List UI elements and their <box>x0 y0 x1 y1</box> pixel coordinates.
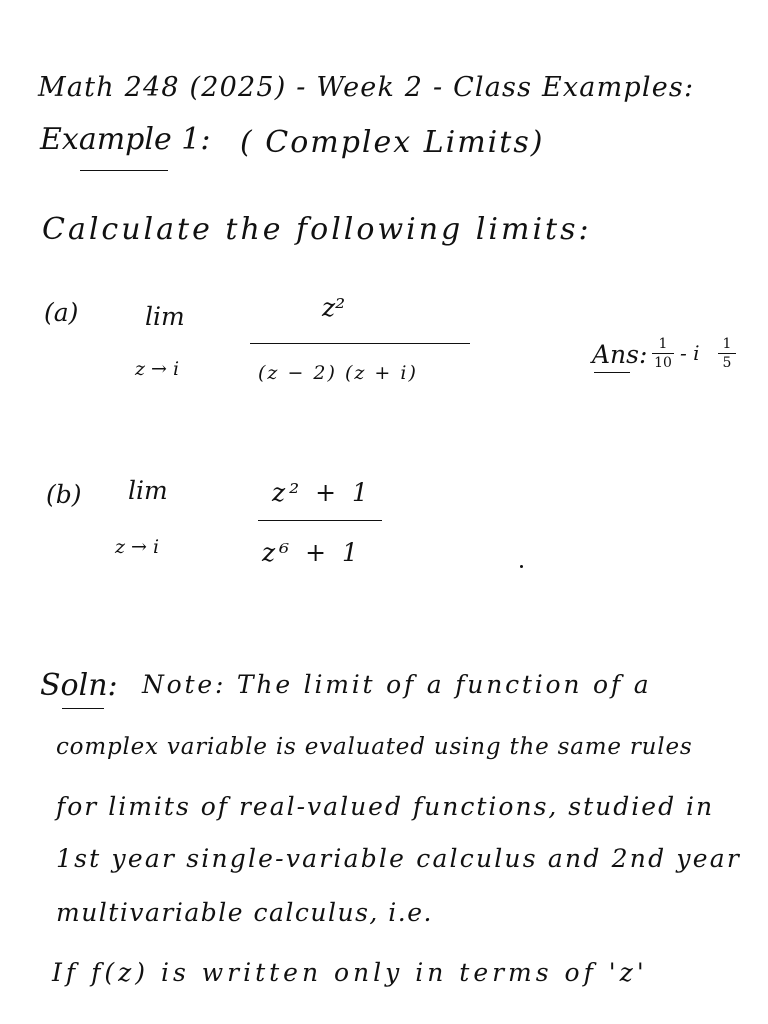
solution-line-3: for limits of real-valued functions, studied in <box>56 792 715 821</box>
answer-imag-numerator: 1 <box>722 336 732 352</box>
stray-dot <box>520 565 523 568</box>
example-label: Example 1: <box>40 122 211 157</box>
part-a-numerator: z² <box>322 293 346 322</box>
answer-label-underline <box>594 372 630 373</box>
answer-real-fraction <box>652 336 674 371</box>
answer-label: Ans: <box>592 340 648 369</box>
part-b-fraction-bar <box>258 520 382 521</box>
part-a-label: (a) <box>44 298 79 327</box>
answer-real-denominator: 10 <box>654 355 672 371</box>
example-label-underline <box>80 170 168 171</box>
solution-line-4: 1st year single-variable calculus and 2nd year <box>56 844 742 873</box>
answer-real-fraction-bar <box>652 353 674 354</box>
solution-line-1: Note: The limit of a function of a <box>142 670 652 699</box>
answer-imag-denominator: 5 <box>722 355 732 371</box>
part-a-lim: lim <box>145 302 185 331</box>
answer-real-numerator: 1 <box>658 336 668 352</box>
answer-separator: - i <box>680 341 700 365</box>
part-b-label: (b) <box>46 480 82 509</box>
solution-label: Soln: <box>40 668 118 703</box>
answer-imag-fraction-bar <box>718 353 736 354</box>
example-topic: ( Complex Limits) <box>240 125 545 160</box>
part-a-fraction-bar <box>250 343 470 344</box>
course-header: Math 248 (2025) - Week 2 - Class Examples: <box>38 72 695 103</box>
part-b-approach: z → i <box>115 536 160 558</box>
part-b-lim: lim <box>128 476 168 505</box>
solution-line-2: complex variable is evaluated using the same rules <box>56 734 693 760</box>
solution-line-6: If f(z) is written only in terms of 'z' <box>52 958 648 987</box>
answer-imag-fraction <box>718 336 736 371</box>
solution-line-5: multivariable calculus, i.e. <box>56 898 433 927</box>
instruction-text: Calculate the following limits: <box>42 212 592 247</box>
solution-label-underline <box>62 708 104 709</box>
part-a-approach: z → i <box>135 358 180 380</box>
part-b-numerator: z² + 1 <box>272 478 372 507</box>
part-b-denominator: z⁶ + 1 <box>262 538 362 567</box>
part-a-denominator: (z − 2) (z + i) <box>258 362 418 384</box>
